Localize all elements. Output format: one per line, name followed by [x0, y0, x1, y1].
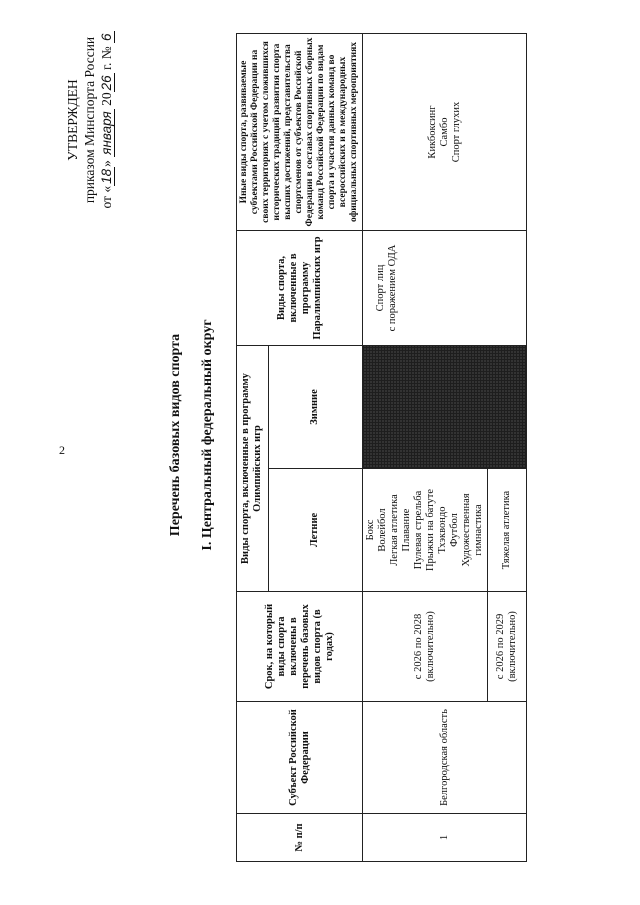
- cell-winter-empty: [363, 346, 527, 469]
- page-number: 2: [59, 443, 65, 457]
- approval-stamp: [64, 20, 115, 220]
- order-number: 6: [99, 33, 114, 41]
- section-title: I. Центральный федеральный округ: [200, 319, 215, 551]
- date-year: 26: [99, 75, 114, 91]
- header-winter: Зимние: [268, 346, 363, 469]
- cell-summer: Бокс Волейбол Легкая атлетика Плавание Пулевая стрельба Прыжки на батуте Тхэквондо Футбол Художественная гимнастика: [363, 469, 488, 592]
- header-summer: Летние: [268, 469, 363, 592]
- date-day: 18: [99, 168, 114, 184]
- table-row: [363, 34, 488, 862]
- approval-order-line: приказом Минспорта России: [82, 36, 97, 204]
- cell-term: с 2026 по 2028 (включительно): [363, 592, 488, 702]
- cell-num: 1: [363, 814, 527, 862]
- date-mid: »: [99, 156, 114, 167]
- header-subject: Субъект Российской Федерации: [237, 702, 363, 814]
- header-num: № п/п: [237, 814, 363, 862]
- sports-table: [236, 33, 527, 862]
- cell-paralympic: Спорт лиц с поражением ОДА: [363, 231, 527, 346]
- approval-title: УТВЕРЖДЕН: [65, 79, 80, 161]
- header-other: Иные виды спорта, развиваемые субъектами Российской Федерации на своих территориях с учетом сложившихся исторических традиций развития спорта высших достижений, представительства спортсменов от субъектов Российской Федерации в составах спортивных сборных команд Российской Федерации по видам спорта и участия данных команд во всероссийских и в международных официальных спортивных мероприятиях: [237, 34, 363, 231]
- cell-term: с 2026 по 2029 (включительно): [488, 592, 527, 702]
- header-paralympic: Виды спорта, включенные в программу Паралимпийских игр: [237, 231, 363, 346]
- date-month: января: [99, 111, 114, 155]
- document-title: Перечень базовых видов спорта: [168, 333, 183, 537]
- cell-subject: Белгородская область: [363, 702, 527, 814]
- cell-other: Кикбоксинг Самбо Спорт глухих: [363, 34, 527, 231]
- header-term: Срок, на который виды спорта включены в перечень базовых видов спорта (в годах): [237, 592, 363, 702]
- date-year-suffix: г. №: [99, 42, 114, 74]
- cell-summer: Тяжелая атлетика: [488, 469, 527, 592]
- header-olympic: Виды спорта, включенные в программу Олимпийских игр: [237, 346, 269, 592]
- date-prefix: от «: [99, 185, 114, 209]
- approval-date-line: [98, 20, 115, 220]
- date-year-prefix: 20: [99, 92, 114, 110]
